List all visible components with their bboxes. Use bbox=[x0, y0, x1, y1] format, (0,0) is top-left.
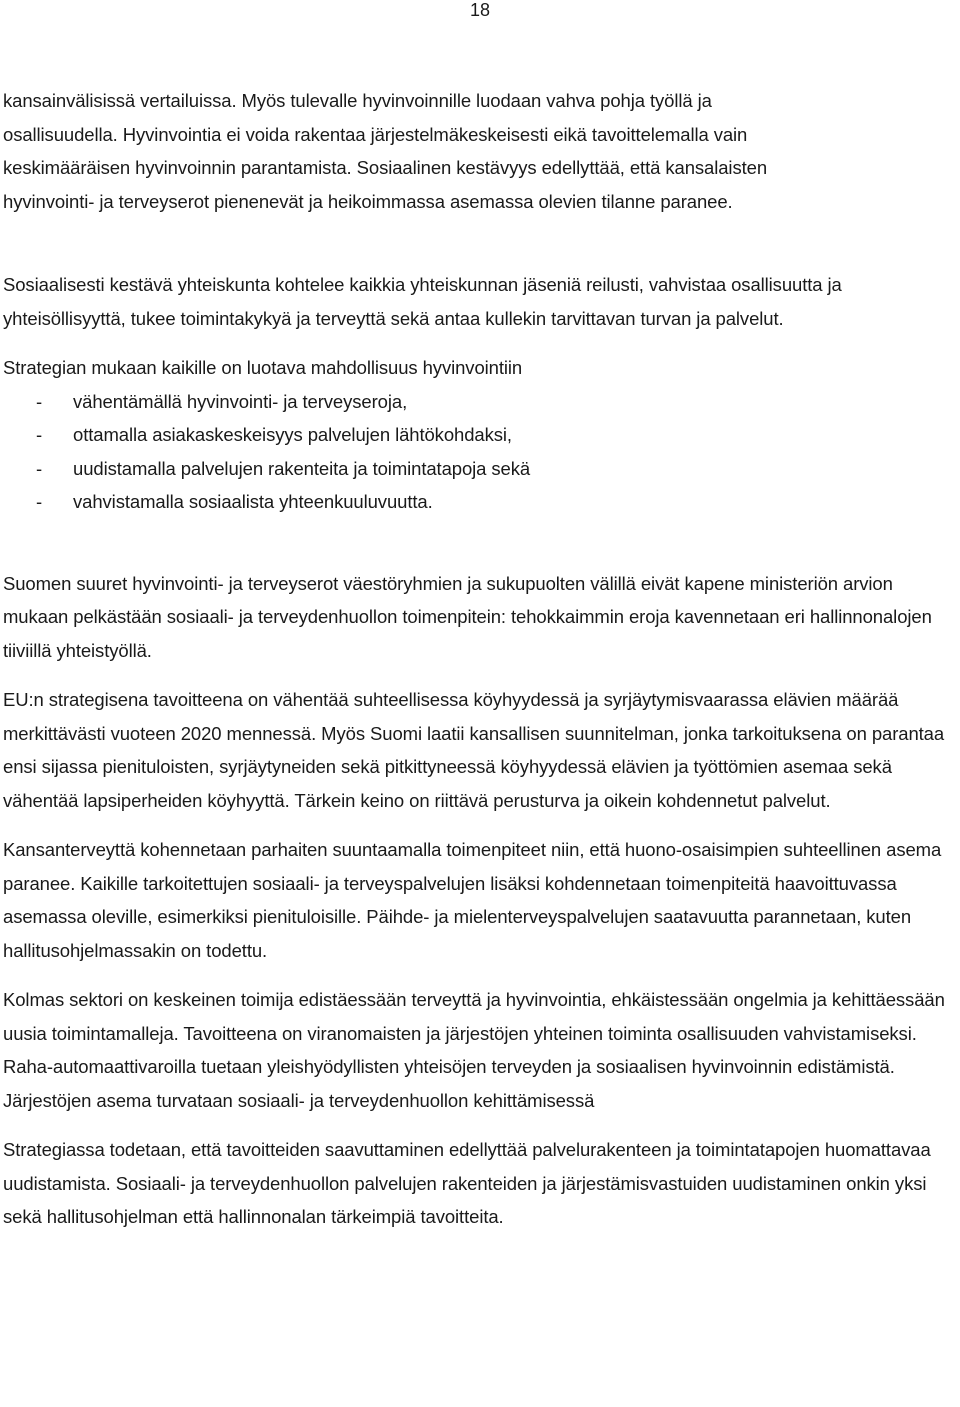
dash-bullet: - bbox=[36, 457, 43, 479]
page-number: 18 bbox=[469, 0, 491, 20]
paragraph-2: Sosiaalisesti kestävä yhteiskunta kohtelee kaikkia yhteiskunnan jäseniä reilusti, vahvistaa osallisuutta ja yhteisöllisyyttä, tukee toimintakykyä ja terveyttä sekä antaa kullekin tarvittavan turvan ja palvelut. bbox=[3, 274, 842, 329]
list-item-text: vahvistamalla sosiaalista yhteenkuuluvuutta. bbox=[73, 491, 433, 512]
paragraph-line: kansainvälisissä vertailuissa. Myös tulevalle hyvinvoinnille luodaan vahva pohja työllä ja bbox=[3, 90, 712, 111]
paragraph-4: Suomen suuret hyvinvointi- ja terveyserot väestöryhmien ja sukupuolten välillä eivät kapene ministeriön arvion mukaan pelkästään sosiaali- ja terveydenhuollon toimenpitein: tehokkaimmin eroja kavennetaan eri hallinnonalojen tiiviillä yhteistyöllä. bbox=[3, 572, 932, 661]
dash-bullet: - bbox=[36, 390, 43, 412]
list-item bbox=[3, 485, 955, 519]
dash-bullet: - bbox=[36, 424, 43, 445]
strategy-list bbox=[3, 385, 955, 519]
list-item-text: ottamalla asiakaskeskeisyys palvelujen lähtökohdaksi, bbox=[73, 424, 512, 445]
list-item-text: vähentämällä hyvinvointi- ja terveyseroja, bbox=[73, 390, 408, 412]
paragraph-line: osallisuudella. Hyvinvointia ei voida rakentaa järjestelmäkeskeisesti eikä tavoittelemalla vain bbox=[3, 123, 748, 145]
paragraph-1 bbox=[3, 84, 955, 218]
document-body bbox=[3, 84, 955, 1234]
paragraph-8: Strategiassa todetaan, että tavoitteiden saavuttaminen edellyttää palvelurakenteen ja toimintatapojen huomattavaa uudistamista. Sosiaali- ja terveydenhuollon palvelujen rakenteiden ja järjestämisvastuiden uudistaminen onkin yksi sekä hallitusohjelman että hallinnonalan tärkeimpiä tavoitteita. bbox=[3, 1139, 931, 1227]
list-item-text: uudistamalla palvelujen rakenteita ja toimintatapoja sekä bbox=[73, 457, 531, 479]
list-item bbox=[3, 385, 955, 419]
list-item bbox=[3, 452, 955, 486]
paragraph-7: Kolmas sektori on keskeinen toimija edistäessään terveyttä ja hyvinvointia, ehkäistessään ongelmia ja kehittäessään uusia toimintamalleja. Tavoitteena on viranomaisten ja järjestöjen yhteinen toiminta osallisuuden vahvistamiseksi. Raha-automaattivaroilla tuetaan yleishyödyllisten yhteisöjen terveyden ja sosiaalisen hyvinvoinnin edistämistä. Järjestöjen asema turvataan sosiaali- ja terveydenhuollon kehittämisessä bbox=[3, 989, 945, 1111]
list-item bbox=[3, 418, 955, 452]
paragraph-line: hyvinvointi- ja terveyserot pienenevät ja heikoimmassa asemassa olevien tilanne paranee. bbox=[3, 190, 733, 212]
paragraph-5: EU:n strategisena tavoitteena on vähentää suhteellisessa köyhyydessä ja syrjäytymisvaarassa elävien määrää merkittävästi vuoteen 2020 mennessä. Myös Suomi laatii kansallisen suunnitelman, jonka tarkoituksena on parantaa ensi sijassa pienituloisten, syrjäytyneiden sekä pitkittyneessä köyhyydessä elävien ja työttömien asemaa sekä vähentää lapsiperheiden köyhyyttä. Tärkein keino on riittävä perusturva ja oikein kohdennetut palvelut. bbox=[3, 689, 945, 811]
dash-bullet: - bbox=[36, 491, 43, 512]
paragraph-6: Kansanterveyttä kohennetaan parhaiten suuntaamalla toimenpiteet niin, että huono-osaisimpien suhteellinen asema paranee. Kaikille tarkoitettujen sosiaali- ja terveyspalvelujen lisäksi kohdennetaan toimenpiteitä haavoittuvassa asemassa oleville, esimerkiksi pienituloisille. Päihde- ja mielenterveyspalvelujen saatavuutta parannetaan, kuten hallitusohjelmassakin on todettu. bbox=[3, 839, 942, 961]
strategy-intro: Strategian mukaan kaikille on luotava mahdollisuus hyvinvointiin bbox=[3, 357, 523, 378]
paragraph-line: keskimääräisen hyvinvoinnin parantamista. Sosiaalinen kestävyys edellyttää, että kansalaisten bbox=[3, 157, 768, 178]
